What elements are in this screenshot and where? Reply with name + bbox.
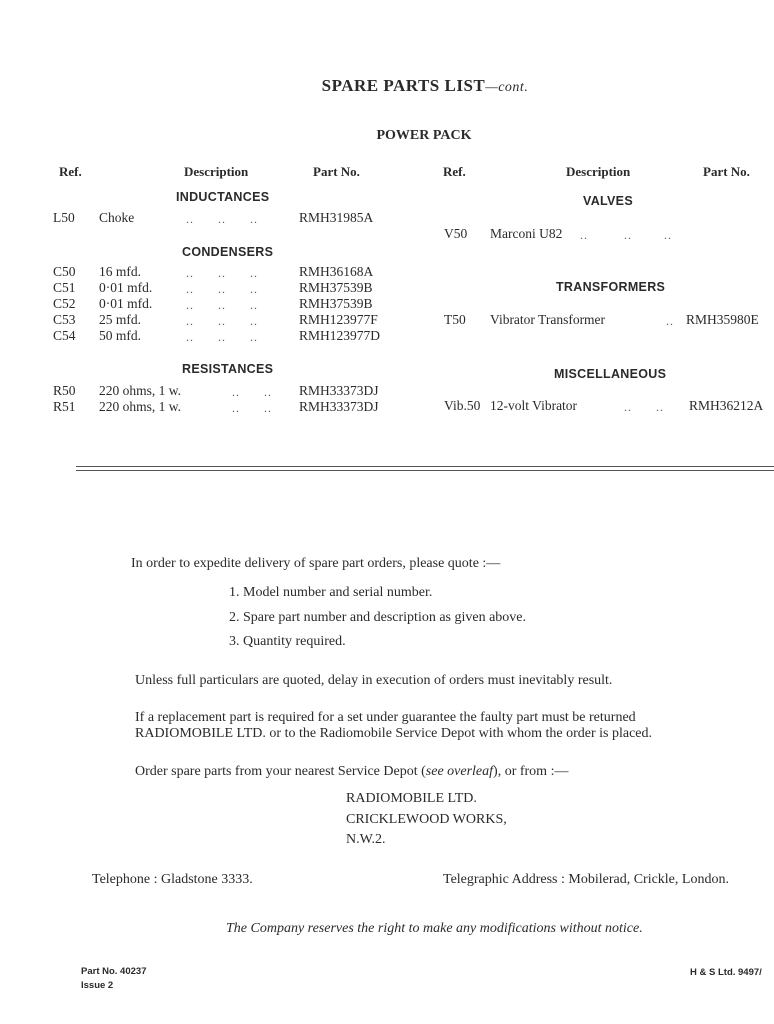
leader-dots: .. .. .. [580, 228, 672, 242]
footer-printer: H & S Ltd. 9497/ [690, 967, 762, 978]
guarantee-text-line1: If a replacement part is required for a set under guarantee the faulty part must be returned [135, 710, 636, 725]
ref: R51 [53, 399, 76, 414]
leader-dots: .. .. .. [186, 298, 258, 312]
leader-dots: .. .. [232, 385, 272, 399]
ref: C53 [53, 312, 76, 327]
description: 12-volt Vibrator [490, 398, 578, 413]
telegraphic-address: Telegraphic Address : Mobilerad, Crickle, London. [443, 872, 729, 887]
group-heading-transformers: TRANSFORMERS [556, 280, 666, 294]
ref: L50 [53, 210, 75, 225]
list-item: 2. Spare part number and description as given above. [229, 610, 527, 625]
part-number: RMH36168A [299, 264, 374, 279]
description: Vibrator Transformer [490, 312, 606, 327]
col-description-right: Description [566, 164, 631, 179]
ref: V50 [444, 226, 468, 241]
footer-issue: Issue 2 [81, 980, 114, 991]
group-heading-inductances: INDUCTANCES [176, 190, 270, 204]
col-partno-right: Part No. [703, 164, 750, 179]
leader-dots: .. .. .. [186, 212, 258, 226]
ref: T50 [444, 312, 466, 327]
ref: C54 [53, 328, 76, 343]
address-works: CRICKLEWOOD WORKS, [346, 812, 507, 827]
part-number: RMH35980E [686, 312, 759, 327]
footer-part-number: Part No. 40237 [81, 966, 147, 977]
ref: C52 [53, 296, 76, 311]
address-company: RADIOMOBILE LTD. [346, 791, 477, 806]
guarantee-text-line2: RADIOMOBILE LTD. or to the Radiomobile Service Depot with whom the order is placed. [135, 726, 652, 741]
ref: C50 [53, 264, 76, 279]
section-title: POWER PACK [376, 128, 472, 143]
description: 50 mfd. [99, 328, 141, 343]
description: 25 mfd. [99, 312, 141, 327]
part-number: RMH31985A [299, 210, 374, 225]
ref: C51 [53, 280, 76, 295]
leader-dots: .. .. .. [186, 314, 258, 328]
part-number: RMH37539B [299, 296, 373, 311]
description: Marconi U82 [490, 226, 563, 241]
description: 220 ohms, 1 w. [99, 399, 182, 414]
description: 220 ohms, 1 w. [99, 383, 182, 398]
group-heading-resistances: RESISTANCES [182, 362, 274, 376]
ref: R50 [53, 383, 76, 398]
leader-dots: .. .. [232, 401, 272, 415]
address-district: N.W.2. [346, 832, 386, 847]
part-number: RMH36212A [689, 398, 764, 413]
description: 0·01 mfd. [99, 296, 153, 311]
ref: Vib.50 [444, 398, 481, 413]
col-partno-left: Part No. [313, 164, 360, 179]
telephone: Telephone : Gladstone 3333. [92, 872, 253, 887]
col-description-left: Description [184, 164, 249, 179]
part-number: RMH37539B [299, 280, 373, 295]
col-ref-left: Ref. [59, 164, 82, 179]
order-intro: In order to expedite delivery of spare part orders, please quote :— [131, 556, 501, 571]
list-item: 1. Model number and serial number. [229, 585, 433, 600]
page-title: SPARE PARTS LIST—cont. [321, 76, 529, 95]
divider-rule [76, 466, 774, 467]
part-number: RMH33373DJ [299, 383, 379, 398]
group-heading-miscellaneous: MISCELLANEOUS [554, 367, 667, 381]
leader-dots: .. .. .. [186, 266, 258, 280]
list-item: 3. Quantity required. [229, 634, 346, 649]
group-heading-valves: VALVES [583, 194, 633, 208]
description: 16 mfd. [99, 264, 141, 279]
description: 0·01 mfd. [99, 280, 153, 295]
group-heading-condensers: CONDENSERS [182, 245, 274, 259]
warning-text: Unless full particulars are quoted, delay in execution of orders must inevitably result. [135, 673, 613, 688]
leader-dots: .. .. [624, 400, 664, 414]
description: Choke [99, 210, 135, 225]
part-number: RMH123977D [299, 328, 381, 343]
leader-dots: .. [666, 314, 674, 328]
depot-text: Order spare parts from your nearest Service Depot (see overleaf), or from :— [135, 764, 569, 779]
col-ref-right: Ref. [443, 164, 466, 179]
part-number: RMH123977F [299, 312, 378, 327]
part-number: RMH33373DJ [299, 399, 379, 414]
leader-dots: .. .. .. [186, 282, 258, 296]
leader-dots: .. .. .. [186, 330, 258, 344]
modification-notice: The Company reserves the right to make any modifications without notice. [226, 921, 643, 936]
divider-rule [76, 470, 774, 471]
